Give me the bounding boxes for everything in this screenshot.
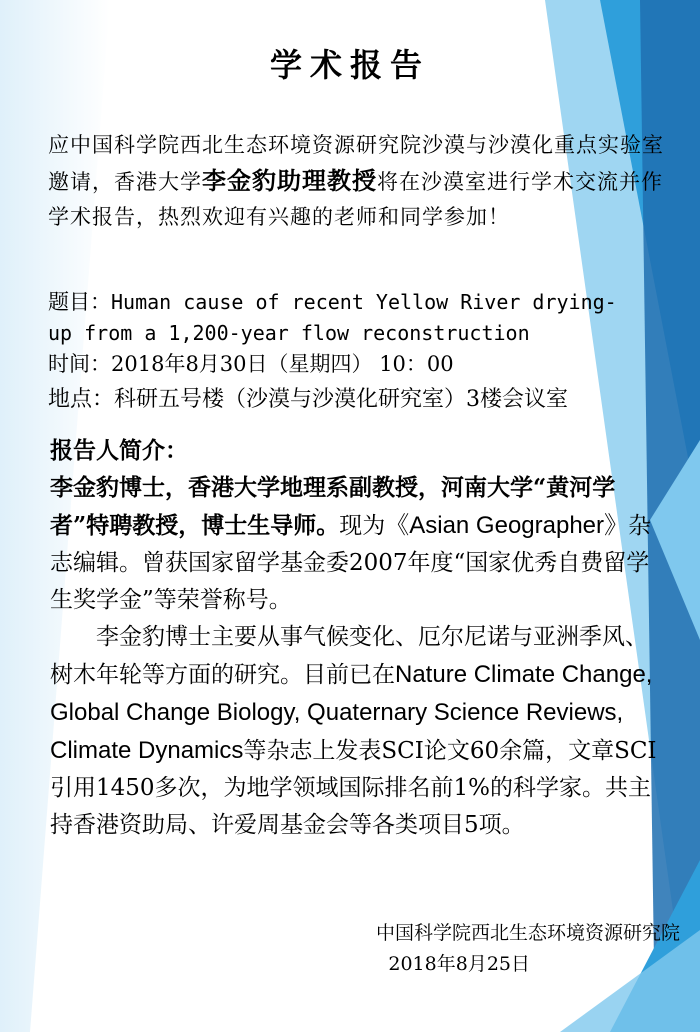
topic-line-2 bbox=[48, 318, 678, 349]
organization-name: 中国科学院西北生态环境资源研究院 bbox=[375, 922, 680, 944]
bio-heading: 报告人简介： bbox=[50, 437, 188, 464]
bio-text-b: 杂志编辑。曾获国家留学基金委2007年度“国家优秀自费留学生奖学金”等荣誉称号。 bbox=[50, 513, 652, 613]
speaker-bio bbox=[50, 432, 670, 844]
issue-date: 2018年8月25日 bbox=[388, 953, 530, 975]
place-value: 科研五号楼（沙漠与沙漠化研究室）3楼会议室 bbox=[114, 387, 569, 412]
intro-text-2: 将在沙漠室进行学术交流并作学术报告，热烈欢迎有兴趣的老师和同学参加！ bbox=[48, 170, 663, 229]
journal-name: 《Asian Geographer》 bbox=[385, 512, 629, 539]
research-text-b: 等杂志上发表SCI论文60余篇，文章SCI引用1450多次，为地学领域国际排名前1%的科学家。共主持香港资助局、许爱周基金会等各类项目5项。 bbox=[50, 738, 657, 838]
speaker-name: 李金豹助理教授 bbox=[202, 166, 377, 195]
time-label: 时间： bbox=[48, 352, 111, 376]
time-line bbox=[48, 349, 678, 380]
topic-text-1: Human cause of recent Yellow River drying- bbox=[111, 290, 617, 314]
place-label: 地点： bbox=[48, 387, 115, 412]
topic-line-1 bbox=[48, 287, 678, 318]
bio-text-a: 现为 bbox=[339, 513, 386, 539]
topic-text-2: up from a 1,200-year flow reconstruction bbox=[48, 321, 530, 345]
intro-text-1: 应中国科学院西北生态环境资源研究院沙漠与沙漠化重点实验室邀请，香港大学 bbox=[48, 133, 664, 194]
bio-paragraph-1 bbox=[50, 469, 670, 619]
time-value: 2018年8月30日（星期四） 10：00 bbox=[111, 352, 454, 376]
bio-paragraph-2 bbox=[50, 619, 670, 844]
intro-paragraph bbox=[48, 128, 668, 235]
bio-intro-bold: 李金豹博士，香港大学地理系副教授，河南大学“黄河学者”特聘教授，博士生导师。 bbox=[50, 474, 616, 539]
research-text-a: 李金豹博士主要从事气候变化、厄尔尼诺与亚洲季风、树木年轮等方面的研究。目前已在 bbox=[50, 624, 648, 688]
place-line bbox=[48, 384, 678, 415]
talk-info bbox=[48, 287, 678, 415]
footer bbox=[376, 918, 680, 980]
journal-list: Nature Climate Change, Global Change Biology, Quaternary Science Reviews, Climate Dynamics bbox=[50, 661, 653, 764]
topic-label: 题目： bbox=[48, 290, 111, 314]
page-title: 学术报告 bbox=[269, 46, 430, 84]
